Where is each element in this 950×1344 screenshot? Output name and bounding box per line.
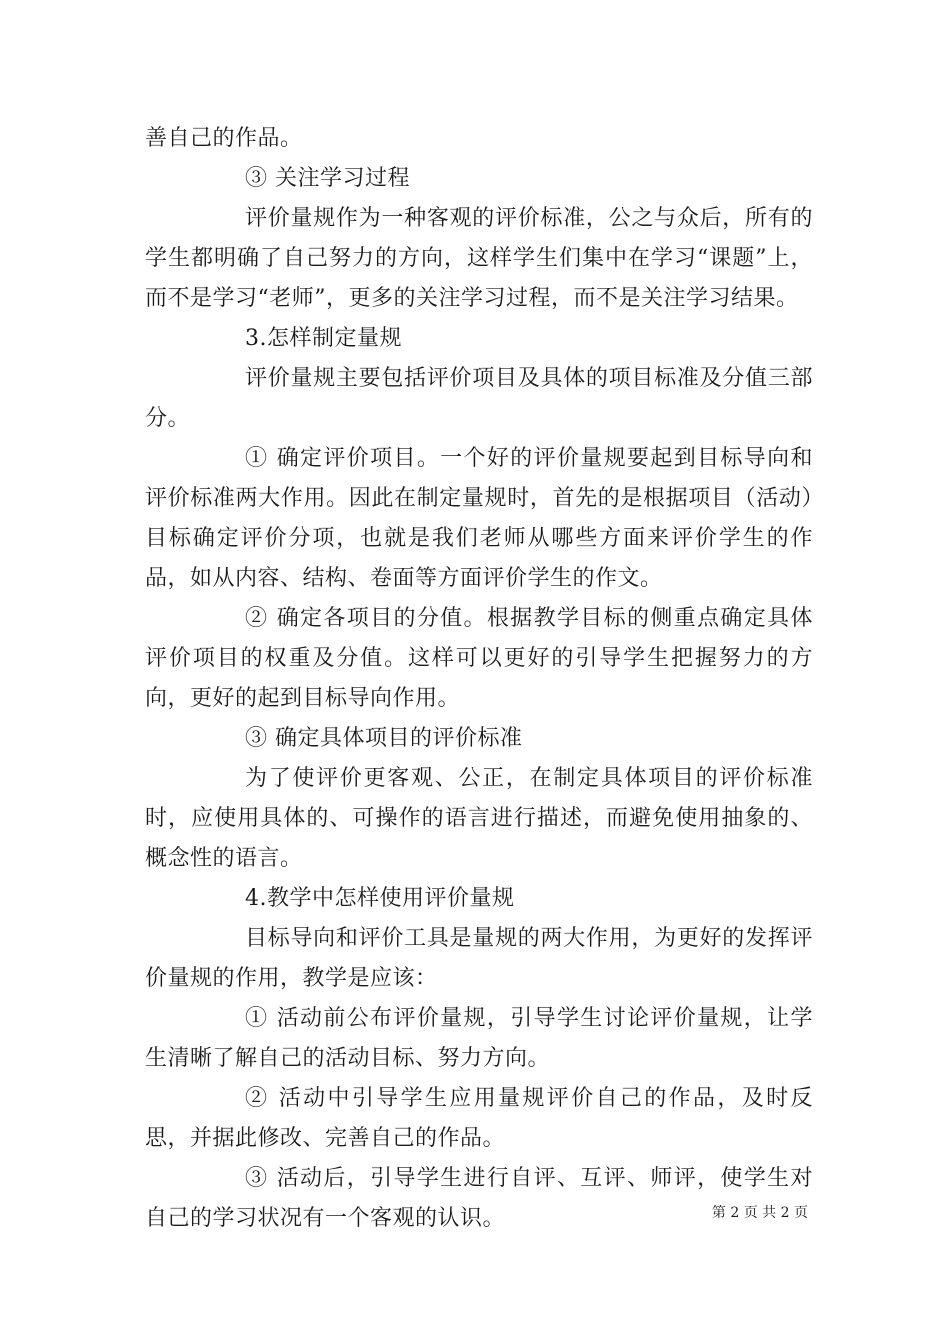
document-body xyxy=(145,119,813,1239)
paragraph-13: ② 活动中引导学生应用量规评价自己的作品，及时反思，并据此修改、完善自己的作品。 xyxy=(145,1086,813,1151)
paragraph-7: ② 确定各项目的分值。根据教学目标的侧重点确定具体评价项目的权重及分值。这样可以更好的引导学生把握努力的方向，更好的起到目标导向作用。 xyxy=(145,606,813,711)
paragraph-11: 目标导向和评价工具是量规的两大作用，为更好的发挥评价量规的作用，教学是应该： xyxy=(145,926,813,991)
paragraph-3: 评价量规作为一种客观的评价标准，公之与众后，所有的学生都明确了自己努力的方向，这样学生们集中在学习“课题”上，而不是学习“老师”，更多的关注学习过程，而不是关注学习结果。 xyxy=(145,206,813,311)
paragraph-14: ③ 活动后，引导学生进行自评、互评、师评，使学生对自己的学习状况有一个客观的认识。 xyxy=(145,1166,813,1231)
section-heading-3: 3.怎样制定量规 xyxy=(245,326,402,351)
paragraph-12: ① 活动前公布评价量规，引导学生讨论评价量规，让学生清晰了解自己的活动目标、努力方向。 xyxy=(145,1006,813,1071)
paragraph-1: 善自己的作品。 xyxy=(145,126,303,151)
section-heading-4: 4.教学中怎样使用评价量规 xyxy=(245,886,515,911)
paragraph-2: ③ 关注学习过程 xyxy=(245,166,410,191)
paragraph-5: 评价量规主要包括评价项目及具体的项目标准及分值三部分。 xyxy=(145,366,813,431)
paragraph-9: 为了使评价更客观、公正，在制定具体项目的评价标准时，应使用具体的、可操作的语言进行描述，而避免使用抽象的、概念性的语言。 xyxy=(145,766,813,871)
paragraph-8: ③ 确定具体项目的评价标准 xyxy=(245,726,523,751)
paragraph-6: ① 确定评价项目。一个好的评价量规要起到目标导向和评价标准两大作用。因此在制定量规时，首先的是根据项目（活动）目标确定评价分项，也就是我们老师从哪些方面来评价学生的作品，如从内容、结构、卷面等方面评价学生的作文。 xyxy=(145,446,813,591)
page-number-footer: 第 2 页 共 2 页 xyxy=(711,1205,808,1221)
